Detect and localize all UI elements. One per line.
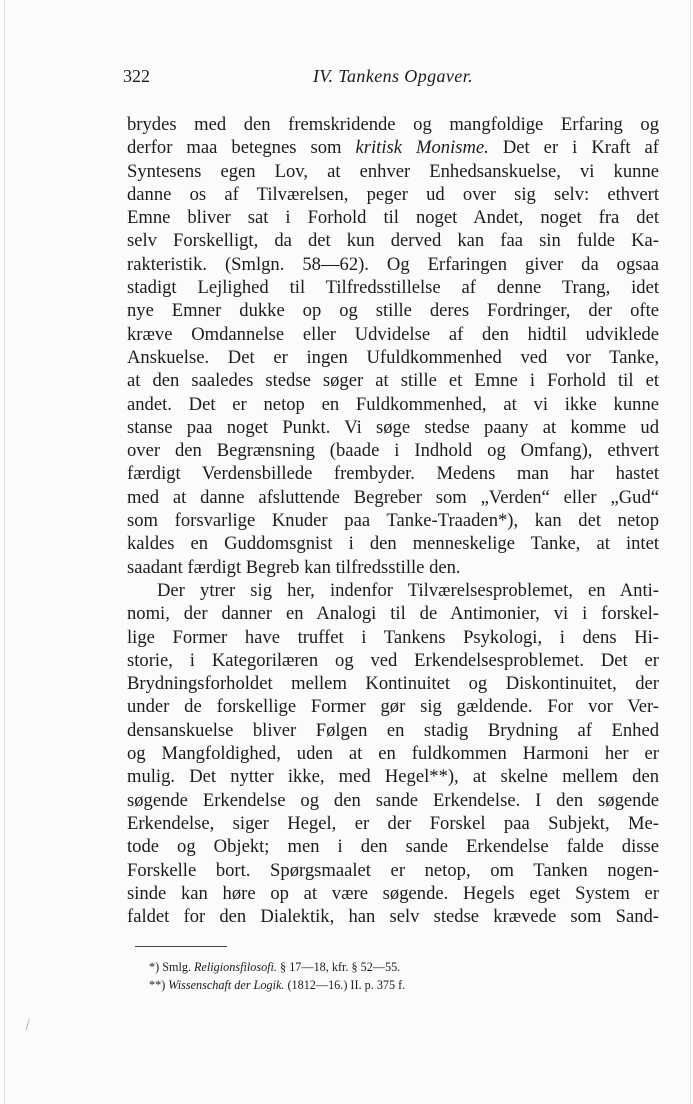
emphasis: kritisk Monisme. [355,137,489,159]
text-line: nye Emner dukke op og stille deres Fordringer, der ofte [127,300,659,322]
margin-pencil-mark: ⁄ [24,1018,32,1033]
page-number: 322 [123,66,150,86]
text-line: med at danne afsluttende Begreber som „Verden“ eller „Gud“ [127,486,659,508]
footnote-title: Religionsfilosofi. [194,960,277,974]
text-line: færdigt Verdensbillede frembyder. Medens man har hastet [127,463,659,485]
text-line: kaldes en Guddomsgnist i den menneskelige Tanke, at intet [127,533,659,555]
text-line: Der ytrer sig her, indenfor Tilværelsesproblemet, en Anti- [157,579,659,601]
footnote-rule [135,946,227,947]
page-header [123,66,659,92]
footnote-mark: **) [149,978,166,992]
text-line: Anskuelse. Det er ingen Ufuldkommenhed ved vor Tanke, [127,346,659,368]
text-line: storie, i Kategorilæren og ved Erkendelsesproblemet. Det er [127,649,659,671]
text-line: Emne bliver sat i Forhold til noget Andet, noget fra det [127,207,659,229]
text-line: nomi, der danner en Analogi til de Antimonier, vi i forskel- [127,603,659,625]
text-line: derfor maa betegnes som kritisk Monisme. Det er i Kraft af [127,137,660,159]
text-line: brydes med den fremskridende og mangfoldige Erfaring og [127,114,659,135]
text-line: lige Former have truffet i Tankens Psykologi, i dens Hi- [127,626,659,648]
text-line: saadant færdigt Begreb kan tilfredsstille den. [127,556,461,578]
text-line: at den saaledes stedse søger at stille et Emne i Forhold til et [127,370,659,392]
text-line: kræve Omdannelse eller Udvidelse af den hidtil udviklede [127,323,659,345]
book-page [4,0,691,1104]
footnote: **) Wissenschaft der Logik. (1812—16.) II. p. 375 f. [149,978,406,992]
text-line: over den Begrænsning (baade i Indhold og Omfang), ethvert [127,440,659,462]
footnotes [149,958,569,994]
running-head: IV. Tankens Opgaver. [313,66,473,86]
text-line: Forskelle bort. Spørgsmaalet er netop, om Tanken nogen- [127,859,659,881]
footnote-mark: *) [149,960,160,974]
footnote-title: Wissenschaft der Logik. [168,978,285,992]
text-line: selv Forskelligt, da det kun derved kan faa sin fulde Ka- [127,230,659,252]
text-line: Syntesens egen Lov, at enhver Enhedsanskuelse, vi kunne [127,160,659,182]
text-line: tode og Objekt; men i den sande Erkendelse falde disse [127,836,659,858]
text-line: stanse paa noget Punkt. Vi søge stedse paany at komme ud [127,416,659,438]
text-line: rakteristik. (Smlgn. 58—62). Og Erfaringen giver da ogsaa [127,253,659,275]
text-line: stadigt Lejlighed til Tilfredsstillelse af denne Trang, idet [127,277,659,299]
text-line: søgende Erkendelse og den sande Erkendelse. I den søgende [127,789,659,811]
footnote: *) Smlg. Religionsfilosofi. § 17—18, kfr. § 52—55. [149,960,401,974]
text-line: danne os af Tilværelsen, peger ud over sig selv: ethvert [127,183,659,205]
text-line: under de forskellige Former gør sig gældende. For vor Ver- [127,696,659,718]
text-line: andet. Det er netop en Fuldkommenhed, at vi ikke kunne [127,393,659,415]
text-line: mulig. Det nytter ikke, med Hegel**), at skelne mellem den [127,766,659,788]
text-line: faldet for den Dialektik, han selv stedse krævede som Sand- [127,906,659,928]
text-line: sinde kan høre op at være søgende. Hegels eget System er [127,882,659,904]
text-line: Brydningsforholdet mellem Kontinuitet og Diskontinuitet, der [127,673,659,695]
body-text [127,113,659,928]
text-line: Erkendelse, siger Hegel, er der Forskel paa Subjekt, Me- [127,812,659,834]
text-line: densanskuelse bliver Følgen en stadig Brydning af Enhed [127,719,659,741]
text-line: som forsvarlige Knuder paa Tanke-Traaden*), kan det netop [127,510,659,532]
text-line: og Mangfoldighed, uden at en fuldkommen Harmoni her er [127,743,659,765]
